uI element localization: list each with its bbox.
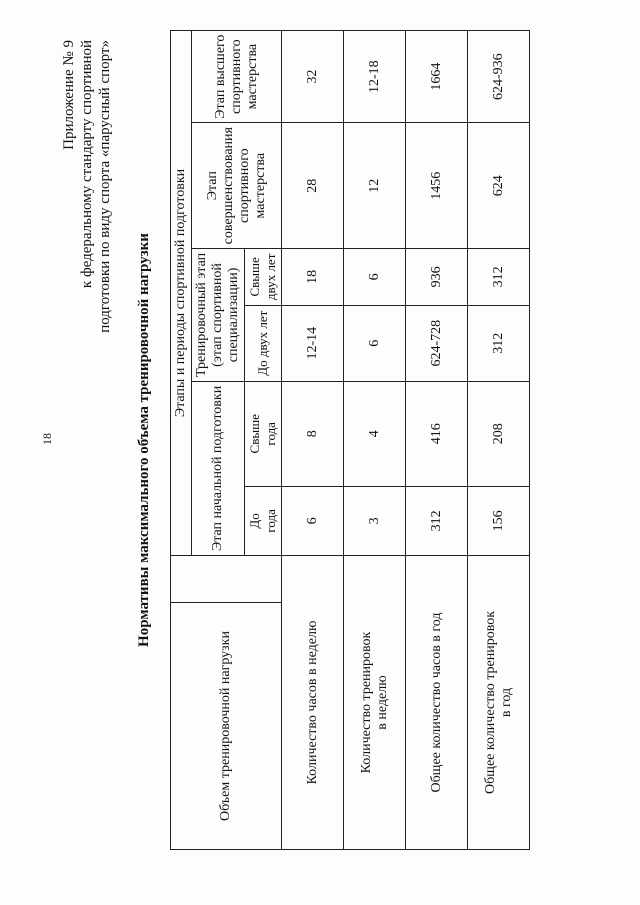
table-row (282, 31, 344, 850)
header-improvement-stage (192, 123, 282, 249)
header-training-line-1: Тренировочный этап (194, 252, 209, 378)
header-highest-line-1: Этап высшего (212, 34, 228, 119)
header-row-1 (171, 31, 192, 850)
header-improvement-line-4: мастерства (252, 152, 268, 219)
table-cell: 12-14 (282, 305, 344, 381)
page-number: 18 (40, 433, 54, 445)
header-training-under-two-years: До двух лет (245, 305, 282, 381)
row-label (282, 556, 344, 850)
table-cell: 12 (344, 123, 406, 249)
appendix-line-2: к федеральному стандарту спортивной (79, 40, 95, 289)
header-initial-over-year (245, 381, 282, 486)
header-training-line-2: (этап спортивной (210, 263, 225, 367)
table-cell: 624 (468, 123, 530, 249)
table-cell: 936 (406, 249, 468, 306)
table-cell: 624-728 (406, 305, 468, 381)
table-row (344, 31, 406, 850)
header-training-over-line-2: двух лет (263, 253, 278, 301)
training-load-table (170, 30, 530, 850)
table-cell: 416 (406, 381, 468, 486)
table-cell: 156 (468, 486, 530, 555)
rotated-content (60, 20, 600, 860)
table-cell: 32 (282, 31, 344, 123)
table-cell: 8 (282, 381, 344, 486)
table-cell: 208 (468, 381, 530, 486)
table-cell: 624-936 (468, 31, 530, 123)
table-cell: 3 (344, 486, 406, 555)
appendix-line-3: подготовки по виду спорта «парусный спорт» (97, 40, 113, 333)
table-row (406, 31, 468, 850)
row-label (468, 556, 530, 850)
table-cell: 6 (344, 305, 406, 381)
table-row (468, 31, 530, 850)
document-title: Нормативы максимального объема тренировочной нагрузки (136, 233, 152, 647)
row-label (406, 556, 468, 850)
table-cell: 1456 (406, 123, 468, 249)
table-cell: 1664 (406, 31, 468, 123)
header-improvement-line-2: совершенствования (220, 127, 236, 245)
header-initial-stage: Этап начальной подготовки (192, 381, 245, 555)
row-label-line: в неделю (374, 675, 390, 730)
header-load-volume: Объем тренировочной нагрузки (171, 603, 282, 850)
table-cell: 28 (282, 123, 344, 249)
header-stages: Этапы и периоды спортивной подготовки (171, 31, 192, 556)
header-highest-stage (192, 31, 282, 123)
row-label-line: Общее количество тренировок (482, 610, 498, 795)
header-training-over-two-years (245, 249, 282, 306)
row-label-line: в год (498, 687, 514, 718)
row-label (344, 556, 406, 850)
table-cell: 6 (282, 486, 344, 555)
row-label-line: Общее количество часов в год (428, 612, 444, 793)
table-cell: 312 (468, 249, 530, 306)
header-initial-under-line-2: года (263, 509, 278, 533)
table-cell: 12-18 (344, 31, 406, 123)
header-initial-under-line-1: До (247, 513, 262, 529)
header-training-stage (192, 249, 245, 382)
header-highest-line-3: мастерства (244, 43, 260, 110)
header-improvement-line-1: Этап (204, 171, 220, 201)
header-initial-under-year (245, 486, 282, 555)
header-training-over-line-1: Свыше (247, 257, 262, 297)
row-label-line: Количество часов в неделю (304, 620, 320, 785)
header-initial-over-line-2: года (263, 422, 278, 446)
header-initial-over-line-1: Свыше (247, 414, 262, 454)
header-improvement-line-3: спортивного (236, 148, 252, 224)
row-label-line: Количество тренировок (358, 631, 374, 774)
appendix-header (60, 40, 114, 333)
header-highest-line-2: спортивного (228, 39, 244, 114)
header-blank-cell (171, 556, 282, 603)
appendix-line-1: Приложение № 9 (61, 40, 77, 150)
table-cell: 6 (344, 249, 406, 306)
table-cell: 312 (406, 486, 468, 555)
table-cell: 312 (468, 305, 530, 381)
table-cell: 4 (344, 381, 406, 486)
header-training-line-3: специализации) (226, 267, 241, 363)
table-cell: 18 (282, 249, 344, 306)
